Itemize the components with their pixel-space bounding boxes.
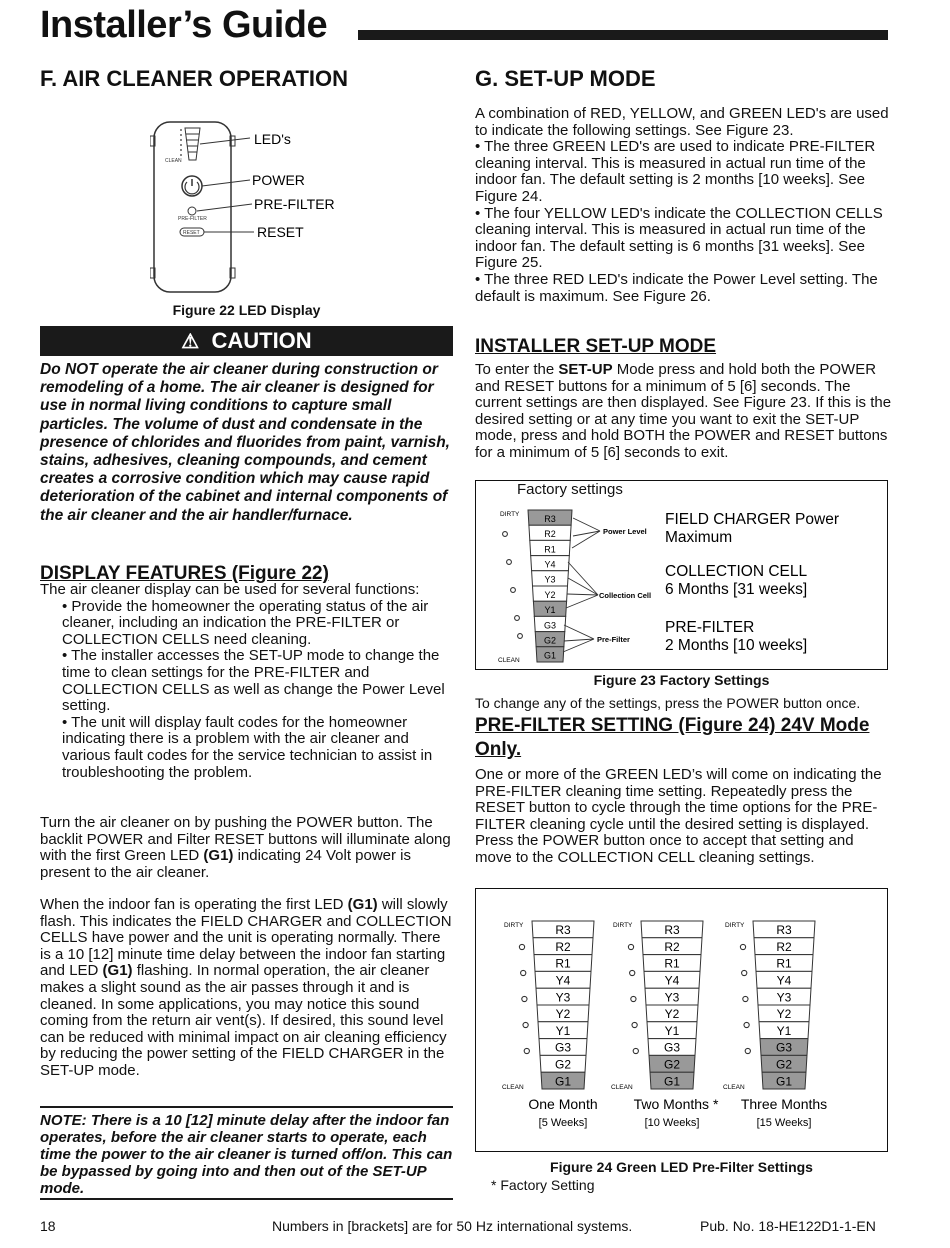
led-label: G3 (775, 1040, 793, 1055)
led-label: Y1 (664, 1023, 680, 1038)
setting-line1: COLLECTION CELL (665, 563, 808, 580)
status-dot (515, 616, 520, 621)
delay-note: NOTE: There is a 10 [12] minute delay after the indoor fan operates, before the air cleaner starts to operate, each time the power to the air cleaner is turned off/on. This can be bypassed by going into and then out of the SET-UP mode. (40, 1112, 453, 1197)
led-label: R3 (776, 923, 792, 938)
led-label: Y1 (555, 1023, 571, 1038)
setup-bullet: • The four YELLOW LED's indicate the COLLECTION CELLS cleaning interval. This is measured in actual run time of the indoor fan. The default setting is 6 months [31 weeks]. See Figure 25. (475, 204, 883, 272)
dirty-label: DIRTY (500, 511, 520, 518)
led-display-figure (150, 118, 350, 303)
setting-line2: Maximum (665, 529, 733, 546)
led-label: G3 (543, 620, 557, 631)
display-bullet: • Provide the homeowner the operating status of the air cleaner, including an indication the PRE-FILTER or COLLECTION CELLS need cleaning. (62, 597, 429, 648)
factory-settings-title: Factory settings (517, 481, 623, 498)
connector-line (568, 562, 598, 595)
prefilter-label: PRE-FILTER (254, 196, 335, 212)
status-dot (740, 944, 745, 949)
status-dot (523, 1022, 528, 1027)
factory-settings-diagram (476, 500, 887, 668)
status-dot (632, 1022, 637, 1027)
status-dot (507, 560, 512, 565)
connector-line (566, 595, 598, 608)
installer-setup-text: To enter the SET-UP Mode press and hold both the POWER and RESET buttons for a minimum of 5 [6] seconds. The current settings are then displayed. See Figure 23. If this is the desired setting or at any time you want to exit the SET-UP mode, press and hold BOTH the POWER and RESET buttons for a minimum of 5 [6] seconds to exit. (475, 361, 892, 461)
note-rule-bottom (40, 1198, 453, 1200)
power-label: POWER (252, 172, 305, 188)
led-label: R1 (776, 956, 792, 971)
led-label: Y3 (544, 574, 556, 585)
page-number: 18 (40, 1218, 56, 1234)
display-bullet: • The installer accesses the SET-UP mode to change the time to clean settings for the PRE-FILTER and COLLECTION CELLS as well as change the Power Level setting. (62, 647, 445, 715)
clean-small-label: CLEAN (165, 158, 182, 164)
status-dot (633, 1048, 638, 1053)
setting-line1: FIELD CHARGER Power (665, 511, 839, 528)
connector-line (568, 578, 598, 595)
status-dot (743, 996, 748, 1001)
page-title: Installer’s Guide (40, 4, 328, 46)
prefilter-setting-heading: PRE-FILTER SETTING (Figure 24) 24V Mode Only. (475, 715, 870, 760)
led-label: R3 (664, 923, 680, 938)
led-label: R1 (544, 544, 556, 555)
setting-line2: 2 Months [10 weeks] (665, 637, 808, 654)
dirty-label: DIRTY (504, 922, 524, 929)
caution-title: CAUTION (211, 328, 312, 353)
connector-line (567, 594, 598, 595)
led-label: Y1 (544, 605, 556, 616)
prefilter-small-label: PRE-FILTER (178, 216, 207, 222)
prefilter-option-weeks: [10 Weeks] (644, 1117, 700, 1129)
clean-label: CLEAN (502, 1084, 524, 1091)
publication-number: Pub. No. 18-HE122D1-1-EN (700, 1218, 876, 1234)
change-settings-note: To change any of the settings, press the POWER button once. (475, 695, 861, 711)
prefilter-option-label: One Month (528, 1096, 598, 1112)
led-label: Y4 (544, 559, 556, 570)
display-features-heading: DISPLAY FEATURES (Figure 22) (40, 563, 329, 584)
led-label: G1 (554, 1074, 572, 1089)
caution-bar (40, 326, 453, 356)
status-dot (630, 970, 635, 975)
power-on-paragraph: Turn the air cleaner on by pushing the POWER button. The backlit POWER and Filter RESET buttons will illuminate along with the first Green LED (G1) indicating 24 Volt power is present to the air cleaner. (40, 814, 451, 881)
status-dot (503, 532, 508, 537)
led-label: G1 (543, 650, 557, 661)
footer-note: Numbers in [brackets] are for 50 Hz international systems. (272, 1218, 633, 1234)
dirty-label: DIRTY (613, 922, 633, 929)
figure-23-caption: Figure 23 Factory Settings (593, 672, 770, 688)
status-dot (744, 1022, 749, 1027)
led-label: Y2 (776, 1007, 792, 1022)
prefilter-option-weeks: [5 Weeks] (538, 1117, 588, 1129)
display-intro: The air cleaner display can be used for several functions: (40, 581, 420, 598)
led-label: Y3 (776, 990, 792, 1005)
clean-label: CLEAN (723, 1084, 745, 1091)
clean-label: CLEAN (611, 1084, 633, 1091)
clean-label: CLEAN (498, 657, 520, 664)
group-label-prefilter: Pre-Filter (597, 635, 630, 644)
prefilter-setting-text: One or more of the GREEN LED’s will come on indicating the PRE-FILTER cleaning time setting. Repeatedly press the RESET button to cycle through the time options for the PRE-FILTER cleaning cycle until the desired setting is displayed. Press the POWER button once to accept that setting and move to the COLLECTION CELL cleaning settings. (475, 766, 882, 866)
led-label: G1 (775, 1074, 793, 1089)
led-label: R1 (664, 956, 680, 971)
status-dot (521, 970, 526, 975)
connector-line (564, 625, 594, 639)
status-dot (628, 944, 633, 949)
status-dot (524, 1048, 529, 1053)
prefilter-option-label: Three Months (740, 1096, 828, 1112)
indoor-fan-paragraph: When the indoor fan is operating the first LED (G1) will slowly flash. This indicates the FIELD CHARGER and COLLECTION CELLS have power and the unit is operating normally. There is a 10 [12] minute time delay between the indoor fan starting and LED (G1) flashing. In normal operation, the air cleaner makes a slight sound as the air passes through it and is cleaned. In some applications, you may notice this sound coming from the return air vent(s). If desired, this sound level can be reduced with minimal impact on air cleaning efficiency by reducing the power setting of the FIELD CHARGER in the SET-UP mode. (40, 896, 452, 1079)
status-dot (745, 1048, 750, 1053)
section-title-air-cleaner: F. AIR CLEANER OPERATION (40, 66, 349, 91)
led-label: R2 (776, 939, 792, 954)
led-label: Y3 (555, 990, 571, 1005)
leds-label: LED's (254, 131, 291, 147)
prefilter-settings-diagram (476, 889, 887, 1151)
status-dot (522, 996, 527, 1001)
installer-setup-heading: INSTALLER SET-UP MODE (475, 336, 717, 357)
setup-bullet: • The three GREEN LED's are used to indicate PRE-FILTER cleaning interval. This is measured in actual run time of the indoor fan. The default setting is 2 months [10 weeks]. See Figure 24. (475, 138, 876, 205)
figure-22-caption: Figure 22 LED Display (172, 302, 321, 318)
header-rule (358, 30, 888, 40)
caution-text: Do NOT operate the air cleaner during construction or remodeling of a home. The air cleaner is designed for use in normal living conditions to capture small particles. The volume of dust and condensate in the presence of chlorides and fluorides from paint, varnish, stains, adhesives, cleaning compounds, and cement creates a corrosive condition which may cause rapid deterioration of the cabinet and internal components of the air cleaner and the air handler/furnace. (40, 361, 450, 524)
led-label: G2 (543, 635, 557, 646)
group-label-collection: Collection Cell (599, 591, 652, 600)
led-label: Y4 (776, 973, 792, 988)
led-label: Y3 (664, 990, 680, 1005)
led-label: R2 (544, 529, 556, 540)
figure-24-caption: Figure 24 Green LED Pre-Filter Settings (550, 1159, 813, 1175)
setting-line1: PRE-FILTER (665, 619, 755, 636)
led-label: R1 (555, 956, 571, 971)
led-label: Y2 (555, 1007, 571, 1022)
led-label: Y2 (544, 589, 556, 600)
led-label: R3 (555, 923, 571, 938)
display-bullet: • The unit will display fault codes for the homeowner indicating there is a problem with the air cleaner and various fault codes for the service technician to assist in troubleshooting the problem. (62, 713, 433, 781)
status-dot (631, 996, 636, 1001)
section-title-setup: G. SET-UP MODE (475, 66, 656, 91)
group-label-power: Power Level (603, 527, 647, 536)
led-label: Y2 (664, 1007, 680, 1022)
note-rule-top (40, 1106, 453, 1108)
status-dot (511, 588, 516, 593)
led-label: R2 (555, 939, 571, 954)
led-label: G1 (663, 1074, 681, 1089)
status-dot (742, 970, 747, 975)
led-label: Y4 (664, 973, 680, 988)
status-dot (518, 634, 523, 639)
setup-bullet: • The three RED LED's indicate the Power Level setting. The default is maximum. See Figure 26. (475, 270, 878, 305)
warning-icon: ⚠ (181, 331, 200, 353)
status-dot (519, 944, 524, 949)
reset-label: RESET (257, 224, 304, 240)
led-label: G3 (554, 1040, 572, 1055)
dirty-label: DIRTY (725, 922, 745, 929)
led-label: R3 (544, 513, 556, 524)
setting-line2: 6 Months [31 weeks] (665, 581, 808, 598)
factory-setting-note: * Factory Setting (491, 1177, 595, 1193)
led-label: G2 (663, 1057, 681, 1072)
prefilter-option-weeks: [15 Weeks] (756, 1117, 812, 1129)
led-label: Y4 (555, 973, 571, 988)
led-label: G3 (663, 1040, 681, 1055)
reset-small-label: RESET (183, 230, 200, 236)
led-label: R2 (664, 939, 680, 954)
connector-line (573, 518, 600, 531)
setup-intro: A combination of RED, YELLOW, and GREEN LED's are used to indicate the following settings. See Figure 23. (475, 105, 889, 139)
prefilter-option-label: Two Months * (633, 1096, 719, 1112)
led-label: Y1 (776, 1023, 792, 1038)
led-label: G2 (554, 1057, 572, 1072)
led-label: G2 (775, 1057, 793, 1072)
